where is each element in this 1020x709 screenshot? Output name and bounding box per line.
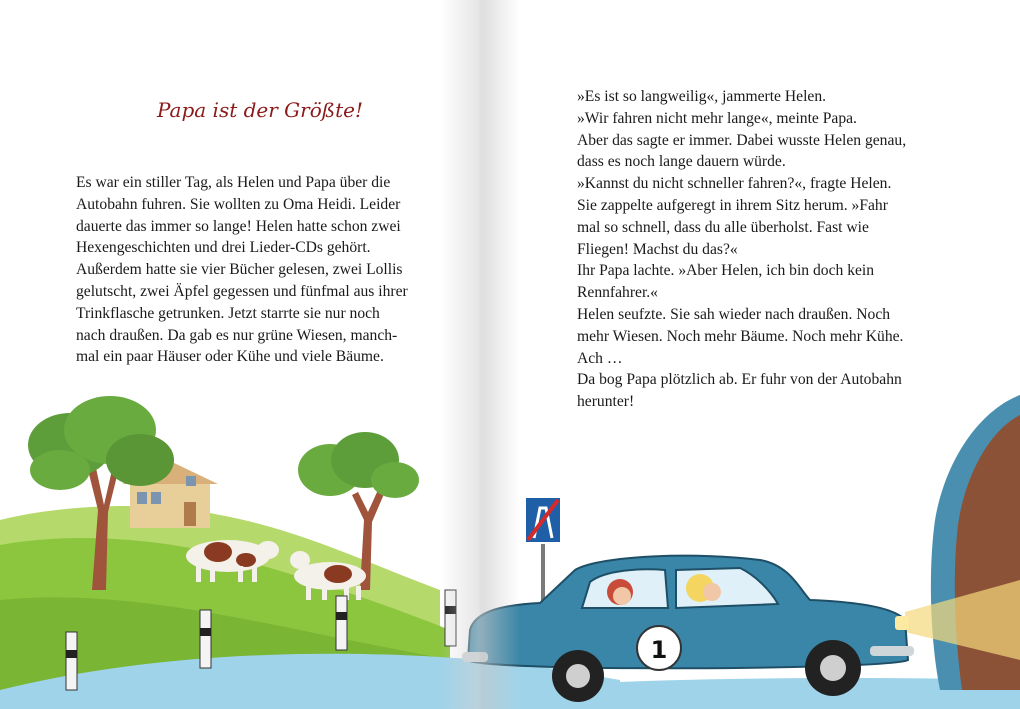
text-line: dauerte das immer so lange! Helen hatte schon zwei xyxy=(76,217,401,235)
text-line: Ach … xyxy=(577,349,623,367)
text-line: Es war ein stiller Tag, als Helen und Papa über die xyxy=(76,174,391,191)
book-gutter xyxy=(440,0,520,709)
text-line: Aber das sagte er immer. Dabei wusste Helen genau, xyxy=(577,131,907,149)
text-line: Da bog Papa plötzlich ab. Er fuhr von der Autobahn xyxy=(577,371,902,389)
text-line: »Wir fahren nicht mehr lange«, meinte Papa. xyxy=(577,109,857,127)
text-line: Sie zappelte aufgeregt in ihrem Sitz herum. »Fahr xyxy=(577,196,888,214)
text-line: Hexengeschichten und drei Lieder-CDs gehört. xyxy=(76,239,371,257)
text-line: Außerdem hatte sie vier Bücher gelesen, zwei Lollis xyxy=(76,261,403,279)
left-page-text xyxy=(76,172,408,368)
car-number: 1 xyxy=(650,636,668,664)
text-line: Ihr Papa lachte. »Aber Helen, ich bin doch kein xyxy=(577,262,875,280)
text-line: herunter! xyxy=(577,393,635,411)
text-line: mal so schnell, dass du alle überholst. Fast wie xyxy=(577,218,869,236)
text-line: mehr Wiesen. Noch mehr Bäume. Noch mehr Kühe. xyxy=(577,327,904,345)
text-line: Rennfahrer.« xyxy=(577,284,658,302)
text-line: Autobahn fuhren. Sie wollten zu Oma Heidi. Leider xyxy=(76,195,401,213)
text-line: »Kannst du nicht schneller fahren?«, fragte Helen. xyxy=(577,175,892,193)
text-line: nach draußen. Da gab es nur grüne Wiesen, manch- xyxy=(76,326,398,344)
text-line: mal ein paar Häuser oder Kühe und viele Bäume. xyxy=(76,348,384,366)
text-line: Helen seufzte. Sie sah wieder nach draußen. Noch xyxy=(577,305,891,323)
right-page-text xyxy=(577,86,906,413)
text-line: dass es noch lange dauern würde. xyxy=(577,153,786,171)
text-line: Trinkflasche getrunken. Jetzt starrte sie nur noch xyxy=(76,304,380,322)
text-line: Fliegen! Machst du das?« xyxy=(577,240,738,258)
text-line: gelutscht, zwei Äpfel gegessen und fünfmal aus ihrer xyxy=(76,282,408,300)
story-title: Papa ist der Größte! xyxy=(156,98,364,122)
text-line: »Es ist so langweilig«, jammerte Helen. xyxy=(577,88,827,105)
